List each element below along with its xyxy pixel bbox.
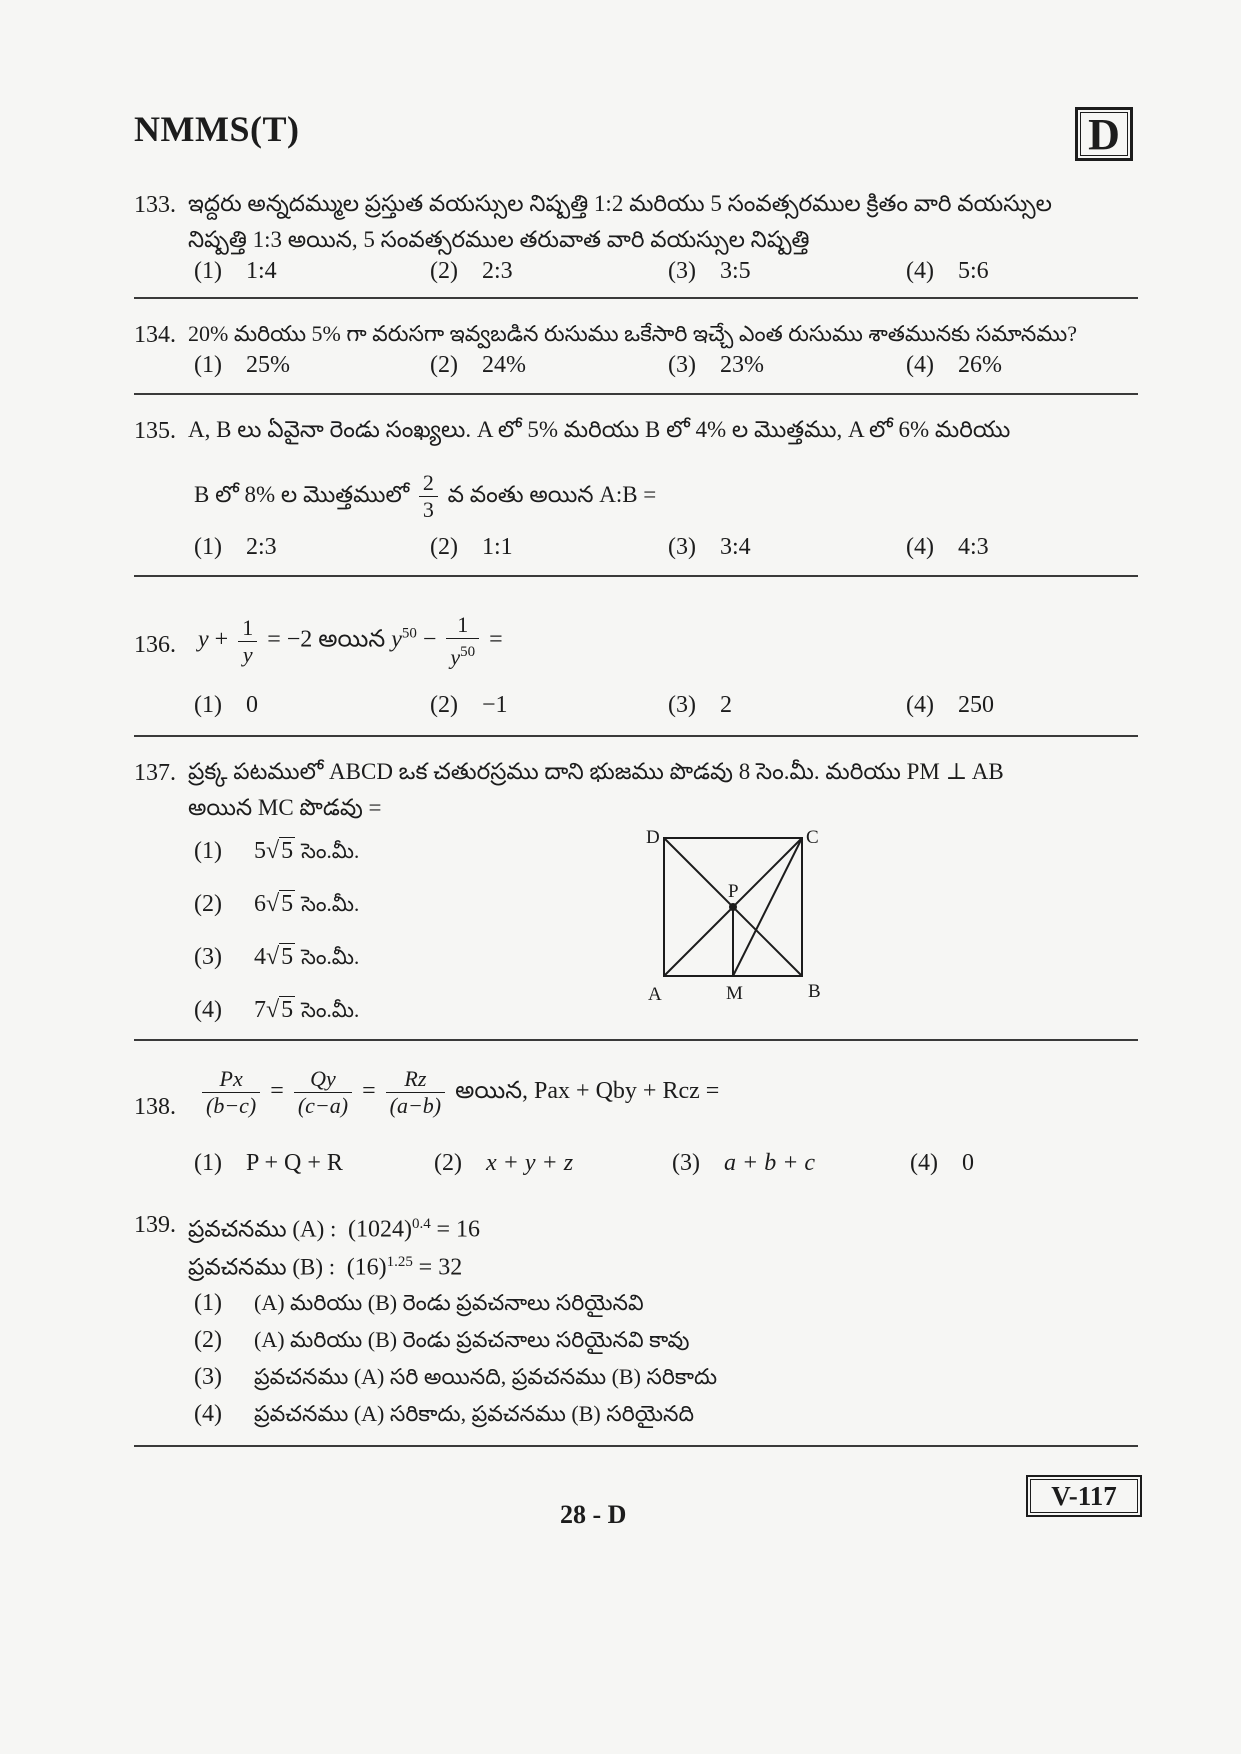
question-text-line: నిష్పత్తి 1:3 అయిన, 5 సంవత్సరముల తరువాత వారి వయస్సుల నిష్పత్తి	[188, 227, 810, 252]
statement-b: ప్రవచనము (B) : $(16)^{1.25} = 32$	[188, 1254, 463, 1281]
option-row	[194, 534, 1124, 570]
section-divider	[134, 1445, 1138, 1447]
option: (1) P + Q + R	[194, 1150, 343, 1176]
question-number: 134.	[134, 322, 176, 348]
option: (1) 25%	[194, 352, 290, 378]
option-row	[194, 258, 1124, 294]
option: (2) 2:3	[430, 258, 513, 284]
question-text-line: అయిన MC పొడవు =	[188, 795, 382, 820]
question-number: 137.	[134, 760, 176, 786]
option-row	[194, 692, 1124, 728]
question-number: 139.	[134, 1212, 176, 1238]
fraction: $\frac{Px}{(b-c)}$	[202, 1066, 260, 1119]
option: (4) 7√5 సెం.మీ.	[194, 997, 360, 1023]
option: (2) 24%	[430, 352, 526, 378]
option: (1) 1:4	[194, 258, 277, 284]
point-p	[729, 903, 737, 911]
option: (1) 0	[194, 692, 258, 718]
question-number: 136.	[134, 632, 176, 658]
question-text-line: ప్రక్క పటములో ABCD ఒక చతురస్రము దాని భుజము పొడవు 8 సెం.మీ. మరియు PM ⊥ AB	[188, 759, 1004, 784]
label-c: C	[806, 827, 819, 848]
segment-mc	[733, 838, 802, 976]
option: (3) 4√5 సెం.మీ.	[194, 944, 360, 970]
equation: y + $\frac{1}{y}$ = −2 అయిన $y^{50}$ − $\frac{1}{y^{50}}$ =	[198, 612, 503, 670]
label-p: P	[728, 881, 739, 902]
option-row	[194, 1150, 1124, 1186]
label-m: M	[726, 983, 743, 1000]
section-divider	[134, 393, 1138, 395]
option: (3) 23%	[668, 352, 764, 378]
option: (3) 3:4	[668, 534, 751, 560]
option: (1) 2:3	[194, 534, 277, 560]
label-d: D	[646, 827, 660, 848]
section-divider	[134, 1039, 1138, 1041]
option: (4) 250	[906, 692, 994, 718]
question-number: 133.	[134, 192, 176, 218]
option: (2) 1:1	[430, 534, 513, 560]
equation: $\frac{Px}{(b-c)}$ = $\frac{Qy}{(c-a)}$ = $\frac{Rz}{(a-b)}$ అయిన, Pax + Qby + Rcz =	[198, 1066, 719, 1119]
statement-a: ప్రవచనము (A) : $(1024)^{0.4} = 16$	[188, 1216, 480, 1243]
option: (4) 26%	[906, 352, 1002, 378]
section-divider	[134, 297, 1138, 299]
page-number: 28 - D	[560, 1500, 627, 1529]
fraction: $\frac{1}{y^{50}}$	[446, 612, 479, 670]
option: (2) 6√5 సెం.మీ.	[194, 891, 360, 917]
set-code-box: D	[1075, 107, 1133, 161]
option: (4) 0	[910, 1150, 974, 1176]
label-a: A	[648, 984, 662, 1000]
booklet-code: V-117	[1026, 1475, 1142, 1517]
question-number: 138.	[134, 1094, 176, 1120]
square-figure	[640, 825, 840, 1000]
option: (2) (A) మరియు (B) రెండు ప్రవచనాలు సరియైనవి కావు	[194, 1327, 690, 1353]
question-text-line: 20% మరియు 5% గా వరుసగా ఇవ్వబడిన రుసుము ఒకేసారి ఇచ్చే ఎంత రుసుము శాతమునకు సమానము?	[188, 321, 1077, 346]
question-text-line: B లో 8% ల మొత్తములో $\frac{2}{3}$ వ వంతు అయిన A:B =	[194, 470, 657, 522]
fraction: $\frac{Rz}{(a-b)}$	[386, 1066, 446, 1119]
option-row	[194, 352, 1124, 388]
section-divider	[134, 575, 1138, 577]
option: (3) a + b + c	[672, 1150, 816, 1176]
option: (3) 3:5	[668, 258, 751, 284]
option: (4) ప్రవచనము (A) సరికాదు, ప్రవచనము (B) సరియైనది	[194, 1401, 695, 1427]
label-b: B	[808, 981, 821, 1000]
option: (4) 4:3	[906, 534, 989, 560]
option: (2) −1	[430, 692, 508, 718]
fraction: $\frac{Qy}{(c-a)}$	[294, 1066, 352, 1119]
section-divider	[134, 735, 1138, 737]
option: (1) (A) మరియు (B) రెండు ప్రవచనాలు సరియైనవి	[194, 1290, 644, 1316]
paper-title: NMMS(T)	[134, 109, 300, 149]
fraction: $\frac{2}{3}$	[419, 470, 438, 523]
option: (1) 5√5 సెం.మీ.	[194, 838, 360, 864]
question-text-line: A, B లు ఏవైనా రెండు సంఖ్యలు. A లో 5% మరియు B లో 4% ల మొత్తము, A లో 6% మరియు	[188, 417, 1011, 442]
option: (3) 2	[668, 692, 732, 718]
option: (2) x + y + z	[434, 1150, 574, 1176]
question-number: 135.	[134, 418, 176, 444]
option: (4) 5:6	[906, 258, 989, 284]
option: (3) ప్రవచనము (A) సరి అయినది, ప్రవచనము (B) సరికాదు	[194, 1364, 718, 1390]
fraction: $\frac{1}{y}$	[238, 615, 257, 668]
question-text-line: ఇద్దరు అన్నదమ్ముల ప్రస్తుత వయస్సుల నిష్పత్తి 1:2 మరియు 5 సంవత్సరముల క్రితం వారి వయస్సుల	[188, 191, 1052, 216]
